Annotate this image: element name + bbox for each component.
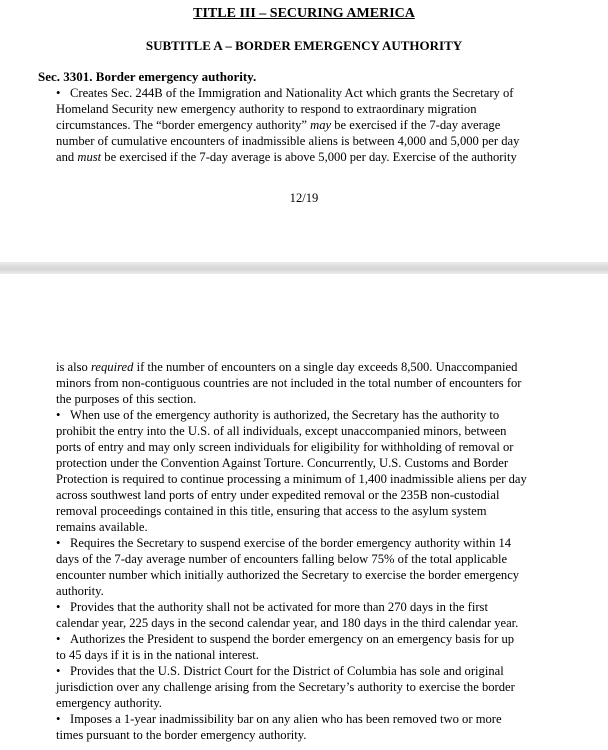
paragraph-line: across southwest land ports of entry under expedited removal or the 235B non-custodial: [56, 488, 500, 502]
section-heading: Sec. 3301. Border emergency authority.: [38, 69, 257, 84]
paragraph-line: calendar year, 225 days in the second calendar year, and 180 days in the third calendar year.: [56, 616, 519, 630]
paragraph-line: authority.: [56, 584, 104, 598]
bullet-item: [56, 711, 502, 727]
paragraph-line: ports of entry and may only screen individuals for eligibility for withholding of removal or: [56, 440, 514, 454]
paragraph-line: the purposes of this section.: [56, 392, 197, 406]
bullet-icon: •: [56, 632, 61, 646]
paragraph-line: [56, 149, 517, 165]
text-segment: When use of the emergency authority is authorized, the Secretary has the authority to: [70, 408, 500, 422]
paragraph-line: [56, 85, 513, 101]
paragraph-line: emergency authority.: [56, 696, 162, 710]
text-segment: be exercised if the 7-day average: [331, 118, 501, 132]
subtitle-heading: SUBTITLE A – BORDER EMERGENCY AUTHORITY: [145, 38, 463, 53]
bullet-item: [56, 599, 488, 615]
text-segment: Requires the Secretary to suspend exercise of the border emergency authority within 14: [70, 536, 512, 550]
paragraph-line: removal proceedings contained in this title, ensuring that access to the asylum system: [56, 504, 487, 518]
text-segment: Provides that the authority shall not be activated for more than 270 days in the first: [70, 600, 488, 614]
paragraph-line: protection under the Convention Against Torture. Concurrently, U.S. Customs and Border: [56, 456, 509, 470]
title-heading: TITLE III – SECURING AMERICA: [193, 6, 415, 21]
text-segment: be exercised if the 7-day average is above 5,000 per day. Exercise of the authority: [101, 150, 517, 164]
paragraph-line: encounter number which initially authorized the Secretary to exercise the border emergency: [56, 568, 520, 582]
emphasis-text: required: [90, 360, 134, 374]
paragraph-line: [56, 359, 517, 375]
bullet-item: [56, 407, 499, 423]
text-segment: if the number of encounters on a single day exceeds 8,500. Unaccompanied: [133, 360, 518, 374]
text-segment: circumstances. The “border emergency authority”: [56, 118, 311, 132]
text-segment: and: [56, 150, 78, 164]
bullet-icon: •: [56, 408, 61, 422]
text-segment: Provides that the U.S. District Court for the District of Columbia has sole and original: [70, 664, 504, 678]
page-separator: [0, 262, 608, 274]
emphasis-text: may: [310, 118, 332, 132]
bullet-icon: •: [56, 600, 61, 614]
paragraph-line: Protection is required to continue processing a minimum of 1,400 inadmissible aliens per day: [56, 472, 527, 486]
paragraph-line: Homeland Security new emergency authority to respond to extraordinary migration: [56, 102, 477, 116]
bullet-icon: •: [56, 712, 61, 726]
text-segment: is also: [56, 360, 91, 374]
emphasis-text: must: [77, 150, 102, 164]
paragraph-line: prohibit the entry into the U.S. of all individuals, except unaccompanied minors, between: [56, 424, 507, 438]
bullet-item: [56, 663, 504, 679]
bullet-item: [56, 535, 511, 551]
bullet-icon: •: [56, 664, 61, 678]
paragraph-line: number of cumulative encounters of inadmissible aliens is between 4,000 and 5,000 per day: [56, 134, 520, 148]
paragraph-line: minors from non-contiguous countries are not included in the total number of encounters for: [56, 376, 522, 390]
bullet-icon: •: [56, 536, 61, 550]
paragraph-line: times pursuant to the border emergency authority.: [56, 728, 307, 742]
bullet-item: [56, 631, 514, 647]
text-segment: Imposes a 1-year inadmissibility bar on any alien who has been removed two or more: [70, 712, 502, 726]
document-page-top: [0, 0, 608, 262]
text-segment: Authorizes the President to suspend the border emergency on an emergency basis for up: [70, 632, 515, 646]
paragraph-line: days of the 7-day average number of encounters falling below 75% of the total applicable: [56, 552, 508, 566]
bullet-icon: •: [56, 86, 61, 100]
paragraph-line: [56, 117, 500, 133]
paragraph-line: jurisdiction over any challenge arising from the Secretary’s authority to exercise the border: [56, 680, 515, 694]
paragraph-line: remains available.: [56, 520, 148, 534]
page-number: 12/19: [289, 191, 319, 205]
text-segment: Creates Sec. 244B of the Immigration and Nationality Act which grants the Secretary of: [70, 86, 514, 100]
document-page-bottom: [0, 274, 608, 750]
paragraph-line: to 45 days if it is in the national interest.: [56, 648, 259, 662]
